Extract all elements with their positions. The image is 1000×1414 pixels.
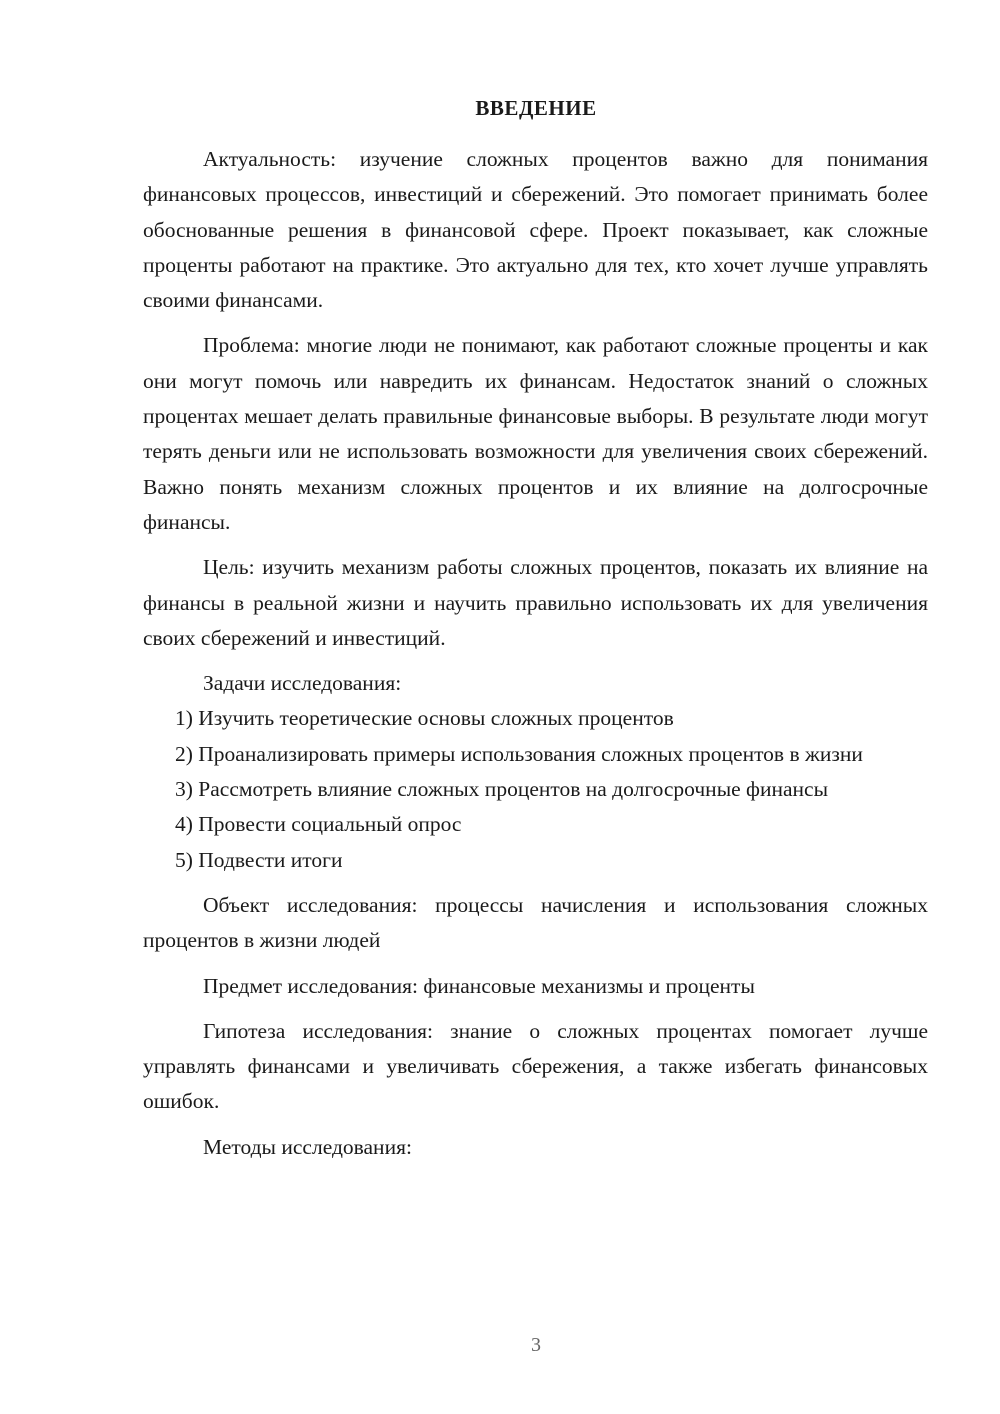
paragraph-object: Объект исследования: процессы начисления и использования сложных процентов в жизни людей [143, 892, 928, 953]
task-item-5: 5) Подвести итоги [175, 847, 343, 872]
page-number: 3 [531, 1334, 541, 1356]
paragraph-hypothesis: Гипотеза исследования: знание о сложных процентах помогает лучше управлять финансами и увеличивать сбережения, а также избегать финансовых ошибок. [143, 1018, 928, 1114]
task-item-4: 4) Провести социальный опрос [175, 812, 462, 837]
document-body [143, 142, 928, 1165]
paragraph-subject: Предмет исследования: финансовые механизмы и проценты [203, 973, 755, 998]
paragraph-tasks-title: Задачи исследования: [203, 671, 402, 696]
task-item-3: 3) Рассмотреть влияние сложных процентов на долгосрочные финансы [175, 777, 829, 802]
paragraph-problem: Проблема: многие люди не понимают, как работают сложные проценты и как они могут помочь или навредить их финансам. Недостаток знаний о сложных процентах мешает делать правильные финансовые выборы. В результате люди могут терять деньги или не использовать возможности для увеличения своих сбережений. Важно понять механизм сложных процентов и их влияние на долгосрочные финансы. [143, 333, 928, 534]
paragraph-relevance: Актуальность: изучение сложных процентов важно для понимания финансовых процессов, инвестиций и сбережений. Это помогает принимать более обоснованные решения в финансовой сфере. Проект показывает, как сложные проценты работают на практике. Это актуально для тех, кто хочет лучше управлять своими финансами. [143, 147, 928, 313]
page-title: ВВЕДЕНИЕ [475, 96, 597, 120]
paragraph-goal: Цель: изучить механизм работы сложных процентов, показать их влияние на финансы в реальной жизни и научить правильно использовать их для увеличения своих сбережений и инвестиций. [143, 555, 928, 650]
task-item-2: 2) Проанализировать примеры использования сложных процентов в жизни [175, 741, 863, 766]
paragraph-methods-title: Методы исследования: [203, 1134, 412, 1159]
task-item-1: 1) Изучить теоретические основы сложных процентов [175, 706, 674, 731]
